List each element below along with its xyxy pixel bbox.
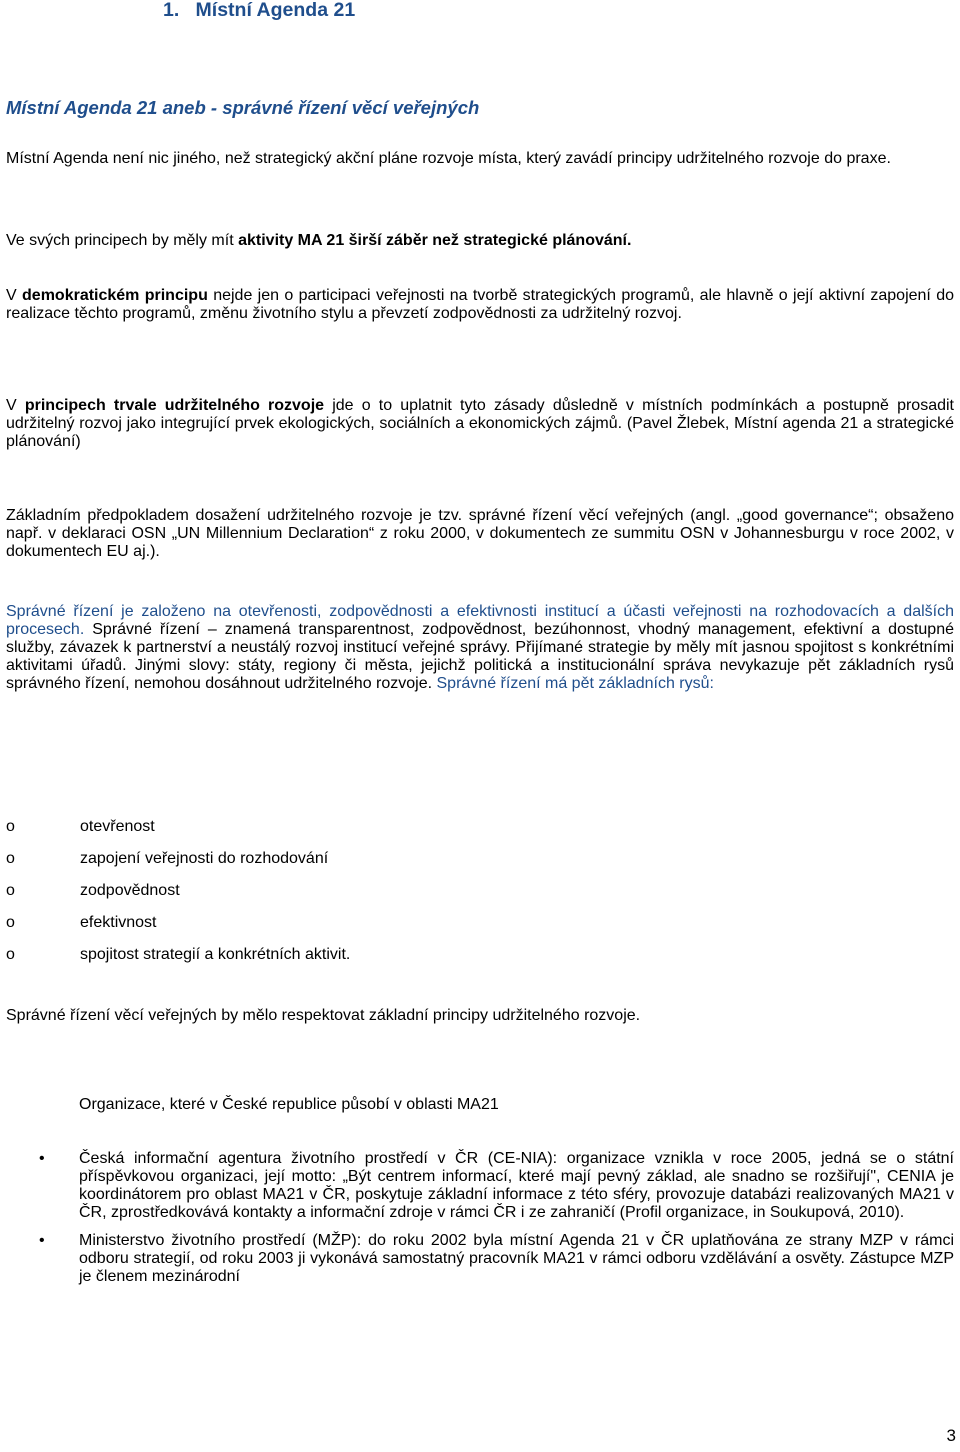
paragraph-governance: [6, 507, 954, 561]
section-title: Místní Agenda 21: [195, 0, 356, 21]
org-mzp: Ministerstvo životního prostředí (MŽP): do roku 2002 byla místní Agenda 21 v ČR uplatňována ze strany MZP v rámci odboru strategií, od roku 2003 ji vykonává samostatný pracovník MA21 v rámci odboru vzdělávání a osvěty. Zástupce MZP je členem mezinárodní: [79, 1232, 954, 1285]
list-marker: o: [6, 850, 15, 867]
list-item: o zapojení veřejnosti do rozhodování: [6, 843, 350, 875]
paragraph-respect: Správné řízení věcí veřejných by mělo respektovat základní principy udržitelného rozvoje.: [6, 1007, 641, 1024]
section-number: 1.: [163, 0, 180, 21]
paragraph-sustainable: [6, 397, 954, 451]
good-governance-part1: Správné řízení je založeno na otevřenosti, zodpovědnosti a efektivnosti institucí a účasti veřejnosti na rozhodovacích a dalších procesech.: [6, 603, 954, 638]
list-marker: o: [6, 946, 15, 963]
paragraph-good-governance: [6, 603, 954, 693]
democratic-pre: V: [6, 287, 23, 304]
subtitle: Místní Agenda 21 aneb - správné řízení věcí veřejných: [6, 97, 480, 118]
good-governance-part2: Správné řízení – znamená transparentnost, zodpovědnost, bezúhonnost, vhodný management, efektivní a dostupné služby, závazek k partnerství a neustálý rozvoj institucí veřejné správy. Přijímané strategie by měly mít jasnou spojitost s konkrétními aktivitami úřadů. Jinými slovy: státy, regiony či města, jejichž politická a institucionální správa nevykazuje pět základních rysů správného řízení, nemohou dosáhnout udržitelného rozvoje.: [6, 621, 954, 692]
paragraph-principles: [6, 232, 954, 250]
list-item: [0, 1232, 954, 1286]
sustainable-bold: principech trvale udržitelného rozvoje: [24, 397, 325, 414]
organizations-heading: Organizace, které v České republice působí v oblasti MA21: [79, 1096, 499, 1113]
democratic-bold: demokratickém principu: [22, 287, 208, 304]
democratic-rest: nejde jen o participaci veřejnosti na tvorbě strategických programů, ale hlavně o její aktivní zapojení do realizace těchto programů, změnu životního stylu a převzetí zodpovědnosti za udržitelný rozvoj.: [6, 287, 955, 322]
governance-part2: v deklaraci OSN „UN Millennium Declaration“ z roku 2000, v dokumentech ze summitu OSN v Johannesburgu v roce 2002, v dokumentech EU aj.).: [6, 525, 954, 560]
sustainable-citation: (Pavel Žlebek, Místní agenda 21 a strategické plánování): [6, 415, 955, 450]
section-heading: [163, 0, 355, 22]
bullet-icon: •: [39, 1150, 45, 1167]
page-number: 3: [946, 1426, 956, 1445]
sustainable-rest: jde o to uplatnit tyto zásady důsledně v místních podmínkách a postupně prosadit udržitelný rozvoj jako integrující prvek ekologických, sociálních a ekonomických zájmů.: [6, 397, 955, 432]
list-marker: o: [6, 914, 15, 931]
paragraph-intro: Místní Agenda není nic jiného, než strategický akční pláne rozvoje místa, který zavádí principy udržitelného rozvoje do praxe.: [6, 150, 891, 167]
organizations-list: [0, 1150, 954, 1286]
list-item: o zodpovědnost: [6, 875, 350, 907]
sustainable-pre: V: [6, 397, 25, 414]
list-item: o spojitost strategií a konkrétních aktivit.: [6, 939, 350, 971]
bullet-icon: •: [39, 1232, 45, 1249]
org-cenia: Česká informační agentura životního prostředí v ČR (CE-NIA): organizace vznikla v roce 2005, jedná se o státní příspěvkovou organizaci, její motto: „Být centrem informací, které mají pevný základ, ale snadno se rozšiřují", CENIA je koordinátorem pro oblast MA21 v ČR, poskytuje základní informace z této sféry, provozuje databázi realizovaných MA21 v ČR, zprostředkovává kontakty a informační zdroje v rámci ČR i ze zahraničí (Profil organizace, in Soukupová, 2010).: [79, 1150, 954, 1221]
principles-bold: aktivity MA 21 širší záběr než strategické plánování.: [238, 232, 632, 249]
list-item: [0, 1150, 954, 1222]
features-list: [6, 811, 350, 971]
paragraph-democratic: [6, 287, 954, 323]
list-marker: o: [6, 818, 15, 835]
list-item: o otevřenost: [6, 811, 350, 843]
list-marker: o: [6, 882, 15, 899]
good-governance-part3: Správné řízení má pět základních rysů:: [432, 675, 714, 692]
governance-part1: Základním předpokladem dosažení udržitelného rozvoje je tzv. správné řízení věcí veřejných (angl. „good governance“; obsaženo např.: [6, 507, 954, 542]
principles-lead: Ve svých principech by měly mít: [6, 232, 239, 249]
list-item: o efektivnost: [6, 907, 350, 939]
